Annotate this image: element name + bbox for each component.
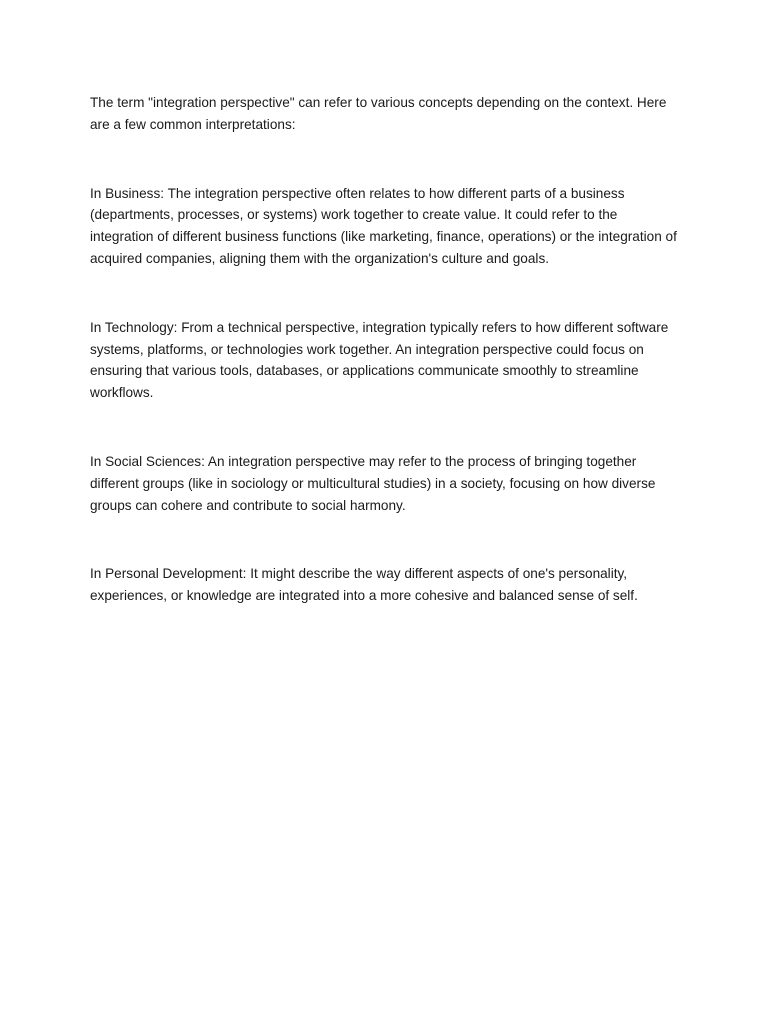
technology-paragraph: In Technology: From a technical perspective, integration typically refers to how different software systems, platforms, or technologies work together. An integration perspective could focus on ensuring that various tools, databases, or applications communicate smoothly to streamline workflows. <box>90 319 669 401</box>
intro-paragraph: The term "integration perspective" can refer to various concepts depending on the context. Here are a few common interpretations: <box>90 95 667 132</box>
social-sciences-paragraph: In Social Sciences: An integration perspective may refer to the process of bringing together different groups (like in sociology or multicultural studies) in a society, focusing on how diverse groups can cohere and contribute to social harmony. <box>90 453 656 513</box>
personal-development-paragraph: In Personal Development: It might describe the way different aspects of one's personality, experiences, or knowledge are integrated into a more cohesive and balanced sense of self. <box>90 566 638 604</box>
document-body <box>90 92 680 654</box>
business-paragraph: In Business: The integration perspective often relates to how different parts of a business (departments, processes, or systems) work together to create value. It could refer to the integration of different business functions (like marketing, finance, operations) or the integration of acquired companies, aligning them with the organization's culture and goals. <box>90 185 677 266</box>
